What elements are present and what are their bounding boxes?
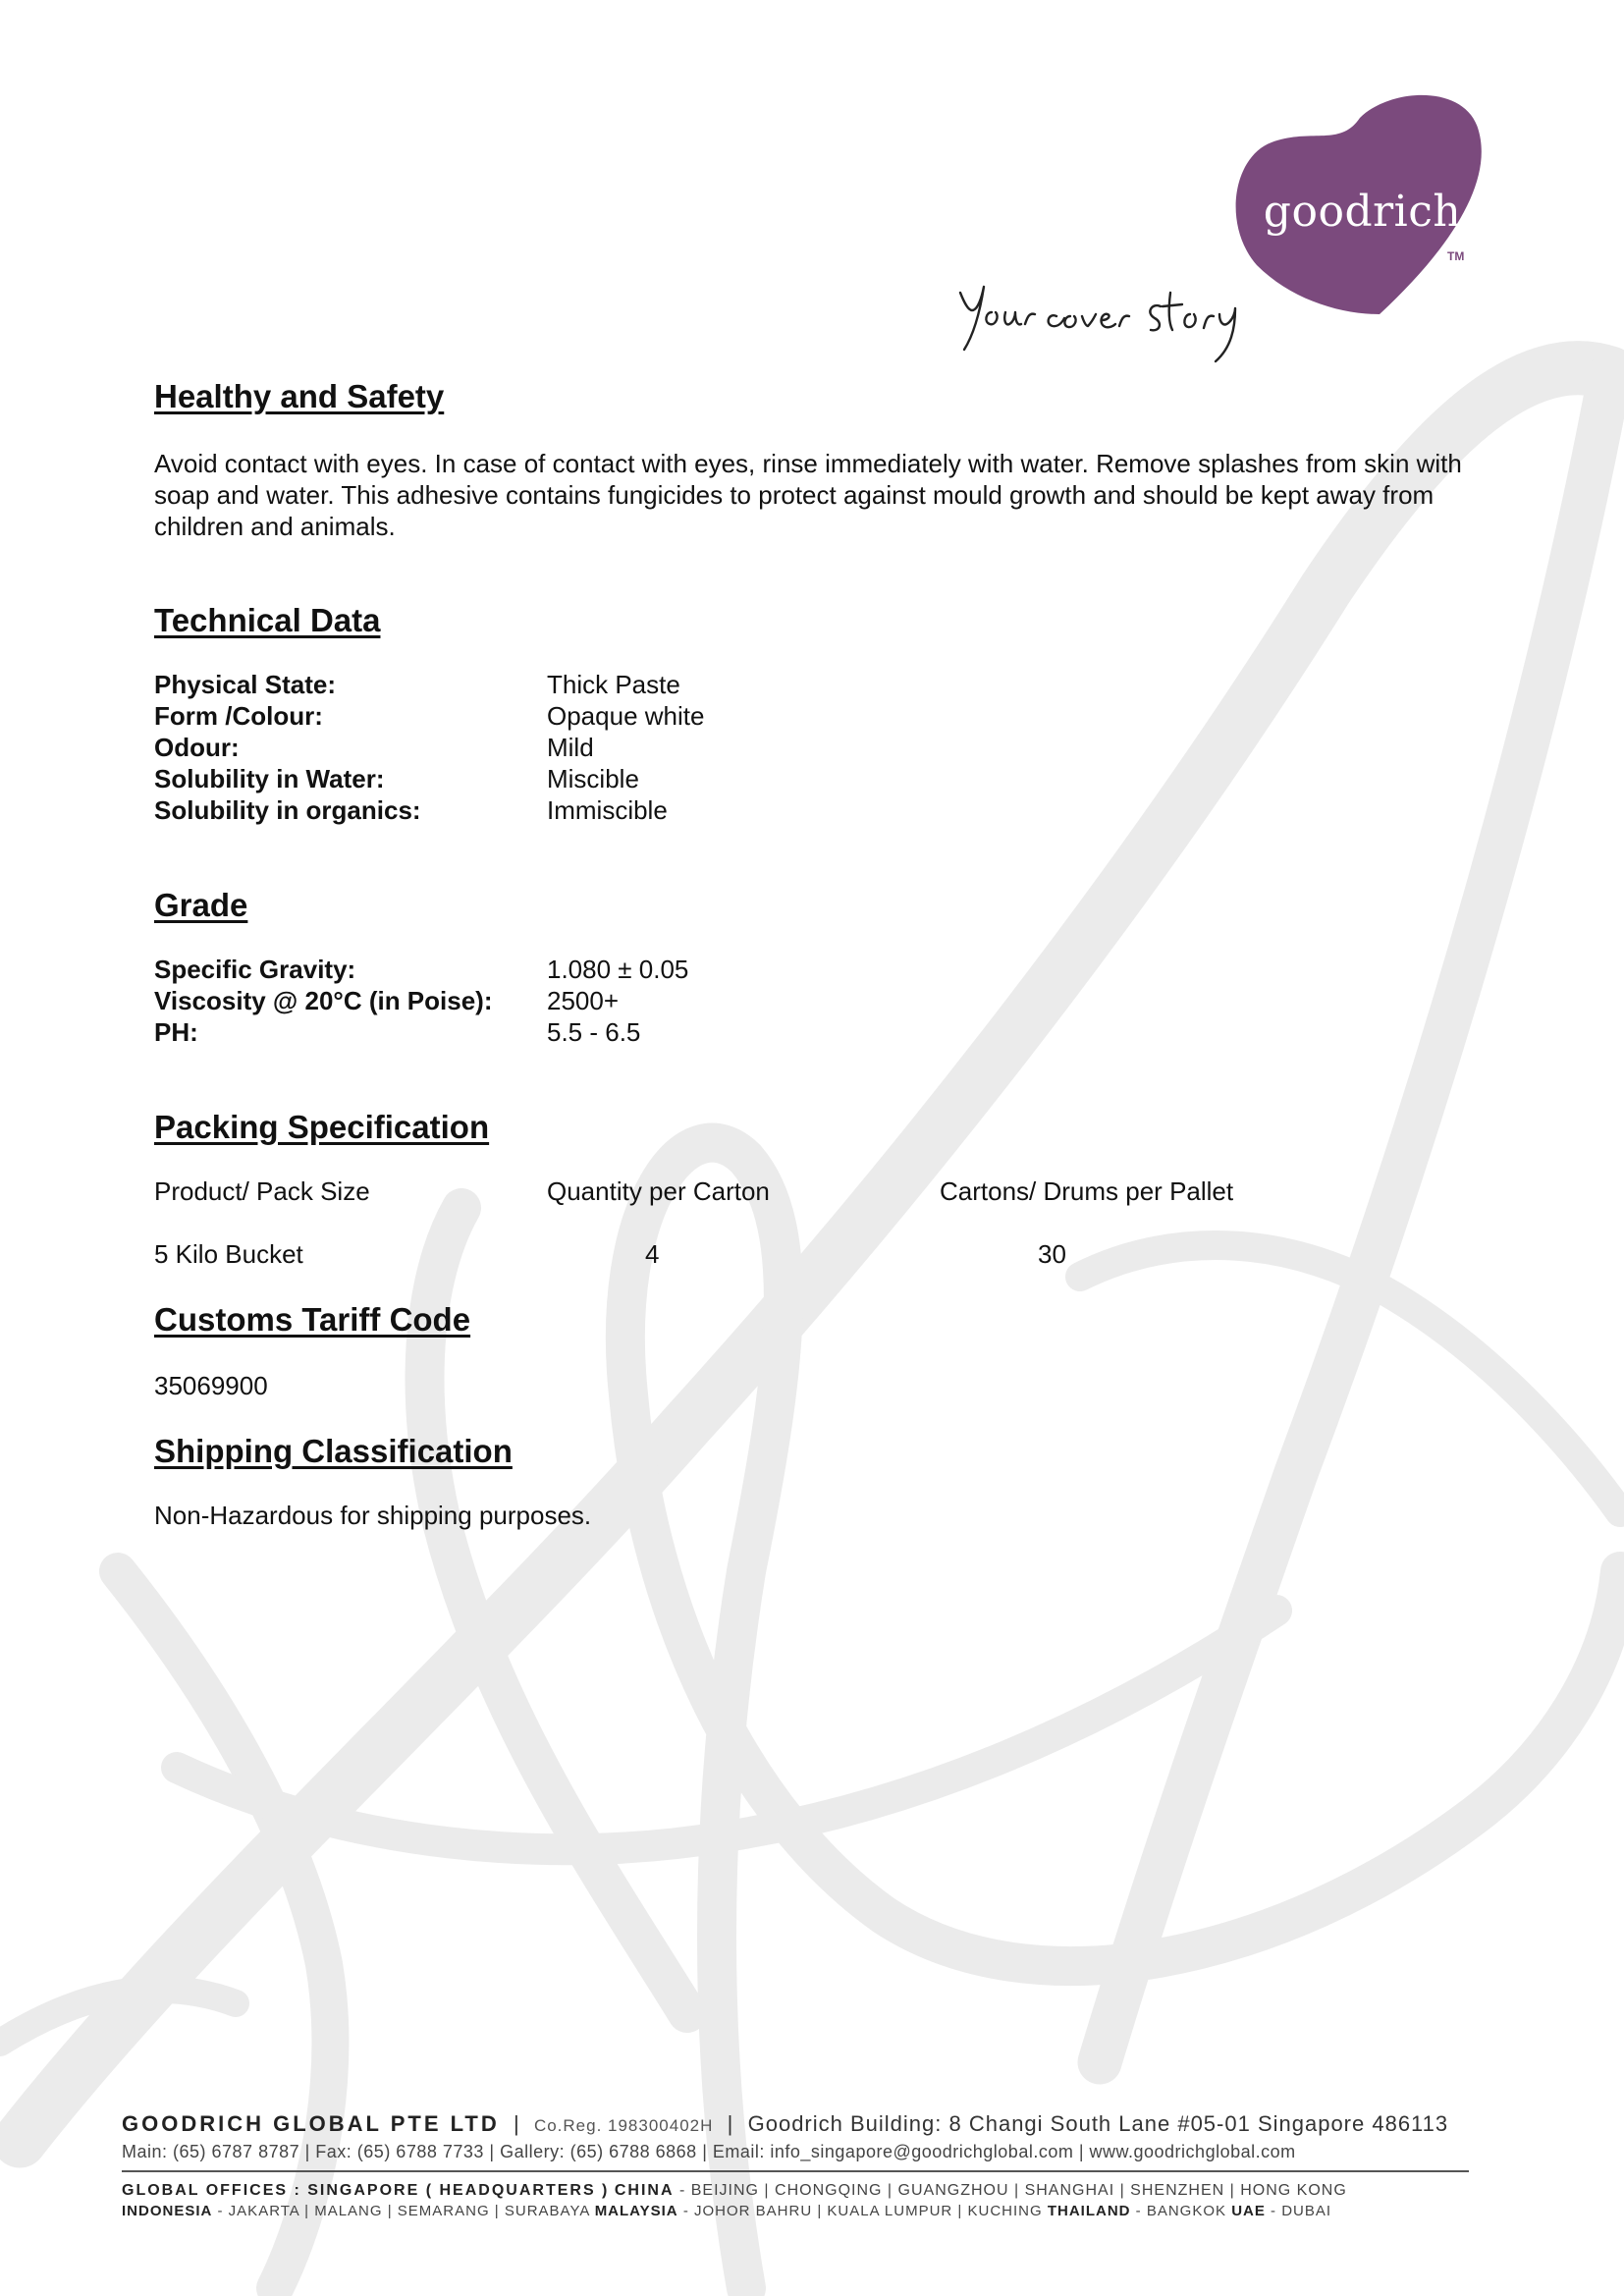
row-value: Thick Paste <box>547 670 680 699</box>
shipping-class-text: Non-Hazardous for shipping purposes. <box>154 1501 592 1530</box>
technical-data-list <box>154 669 1470 826</box>
customs-tariff-heading: Customs Tariff Code <box>154 1301 471 1338</box>
packing-header-row <box>154 1175 1470 1207</box>
footer-contact-line: Main: (65) 6787 8787 | Fax: (65) 6788 7733 | Gallery: (65) 6788 6868 | Email: info_singapore@goodrichglobal.com | www.goodrichglobal.com <box>122 2142 1296 2161</box>
technical-row <box>154 732 1470 763</box>
shipping-class-heading: Shipping Classification <box>154 1433 513 1469</box>
footer-china-cities: - BEIJING | CHONGQING | GUANGZHOU | SHANGHAI | SHENZHEN | HONG KONG <box>678 2182 1347 2199</box>
row-label: Viscosity @ 20°C (in Poise): <box>154 986 493 1015</box>
row-label: Specific Gravity: <box>154 955 356 984</box>
packing-header: Product/ Pack Size <box>154 1176 370 1206</box>
document-body <box>154 378 1470 1531</box>
row-label: PH: <box>154 1017 198 1047</box>
technical-row <box>154 794 1470 826</box>
technical-row <box>154 763 1470 794</box>
footer-indonesia-cities: - JAKARTA | MALANG | SEMARANG | SURABAYA <box>217 2203 590 2219</box>
footer-malaysia-cities: - JOHOR BAHRU | KUALA LUMPUR | KUCHING <box>682 2203 1043 2219</box>
grade-row <box>154 1016 1470 1048</box>
grade-row <box>154 985 1470 1016</box>
technical-row <box>154 700 1470 732</box>
grade-row <box>154 954 1470 985</box>
footer-uae-cities: - DUBAI <box>1271 2203 1332 2219</box>
packing-header: Quantity per Carton <box>547 1176 770 1206</box>
row-value: 2500+ <box>547 986 620 1015</box>
row-value: 5.5 - 6.5 <box>547 1017 641 1047</box>
footer-china-label: CHINA <box>614 2182 675 2199</box>
row-label: Odour: <box>154 733 240 762</box>
footer-coreg: Co.Reg. 198300402H <box>533 2116 714 2135</box>
qty-per-carton-cell: 4 <box>645 1239 660 1269</box>
technical-data-heading: Technical Data <box>154 602 381 638</box>
row-label: Form /Colour: <box>154 701 323 731</box>
footer-address: Goodrich Building: 8 Changi South Lane #05-01 Singapore 486113 <box>747 2111 1449 2136</box>
footer-indonesia-label: INDONESIA <box>122 2203 213 2219</box>
row-value: Miscible <box>547 764 639 793</box>
technical-row <box>154 669 1470 700</box>
pack-size-cell: 5 Kilo Bucket <box>154 1239 303 1269</box>
packing-header: Cartons/ Drums per Pallet <box>940 1176 1234 1206</box>
packing-spec-heading: Packing Specification <box>154 1109 490 1145</box>
row-value: Mild <box>547 733 594 762</box>
health-safety-text: Avoid contact with eyes. In case of contact with eyes, rinse immediately with water. Remove splashes from skin with soap and water. This adhesive contains fungicides to protect against mould growth and should be kept away from children and animals. <box>154 449 1462 541</box>
footer-company-name: GOODRICH GLOBAL PTE LTD <box>122 2111 500 2136</box>
row-value: Immiscible <box>547 795 668 825</box>
row-label: Solubility in organics: <box>154 795 421 825</box>
cartons-per-pallet-cell: 30 <box>1038 1239 1066 1269</box>
row-label: Solubility in Water: <box>154 764 385 793</box>
customs-tariff-code: 35069900 <box>154 1371 268 1400</box>
grade-list <box>154 954 1470 1048</box>
footer-thailand-label: THAILAND <box>1047 2203 1131 2219</box>
footer-regions-line <box>122 2203 1469 2219</box>
row-label: Physical State: <box>154 670 336 699</box>
footer-uae-label: UAE <box>1231 2203 1266 2219</box>
health-safety-heading: Healthy and Safety <box>154 378 445 414</box>
footer-thailand-cities: - BANGKOK <box>1135 2203 1227 2219</box>
grade-heading: Grade <box>154 887 248 923</box>
row-value: Opaque white <box>547 701 705 731</box>
row-value: 1.080 ± 0.05 <box>547 955 689 984</box>
footer-malaysia-label: MALAYSIA <box>594 2203 678 2219</box>
footer-divider <box>122 2170 1469 2172</box>
footer-offices-line <box>122 2182 1469 2200</box>
logo-wordmark: goodrich <box>1263 187 1462 237</box>
footer-offices-label: GLOBAL OFFICES : SINGAPORE ( HEADQUARTERS ) <box>122 2182 610 2199</box>
footer-company-line: GOODRICH GLOBAL PTE LTD | Co.Reg. 198300402H | Goodrich Building: 8 Changi South Lane #05-01 Singapore 486113 <box>122 2111 1449 2136</box>
packing-data-row <box>154 1238 1470 1270</box>
trademark-symbol: TM <box>1447 249 1465 263</box>
tagline-signature <box>950 273 1245 371</box>
